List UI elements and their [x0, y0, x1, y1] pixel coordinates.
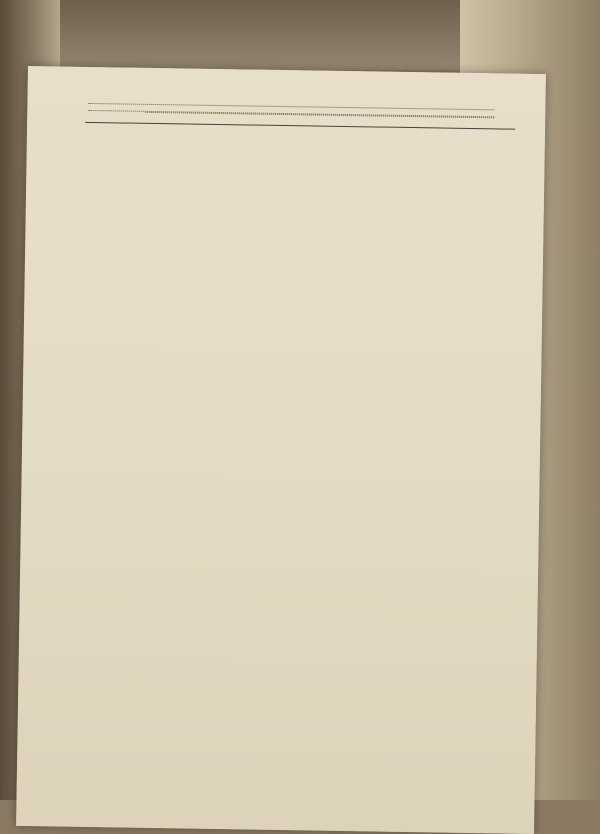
credits: [85, 129, 515, 136]
print-details: [85, 129, 515, 136]
appendix-title: [85, 120, 515, 130]
page-content: [85, 99, 515, 136]
book-title: [85, 129, 515, 136]
book-page: [16, 66, 546, 834]
leader-dots: [88, 103, 494, 110]
printer: [85, 129, 515, 136]
art-editor-line: [85, 129, 515, 136]
publisher: [85, 129, 515, 136]
tech-editor-line: [85, 129, 515, 136]
price: [85, 129, 515, 136]
editor-line: [85, 129, 515, 136]
authors: [85, 129, 515, 136]
part-six-trailing: [85, 113, 515, 121]
ib-number: [85, 129, 515, 136]
